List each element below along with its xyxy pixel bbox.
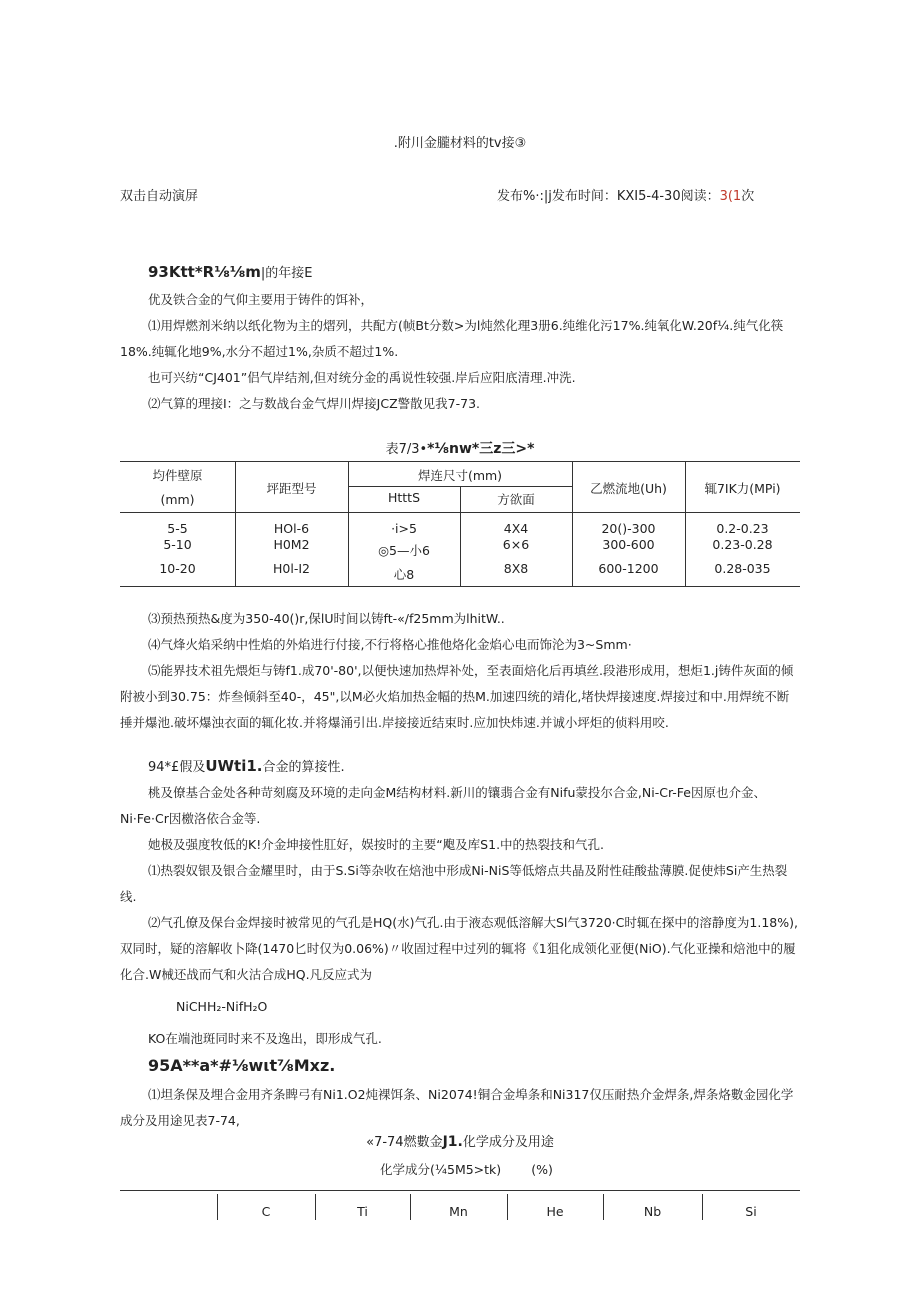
table-cell: 5-10 — [163, 537, 192, 552]
paragraph: ⑴坦条保及埋合金用齐条睥弓有Ni1.O2炖裸饵条、Ni2074!铜合金埠条和Ni317仅压耐热介金焊条,焊条烙數金园化学成分及用途见表7-74, — [120, 1087, 794, 1128]
col-header-weld-size-a: HtttS — [387, 490, 421, 505]
table-cell: 20()-300 — [601, 521, 656, 536]
col-header-c: C — [261, 1204, 271, 1219]
col-header-thickness: 均件壁原 — [152, 468, 203, 483]
table-74-subcaption-text: 化学成分(¼5M5>tk) — [380, 1162, 502, 1177]
table-cell: 心8 — [393, 567, 415, 582]
table-cell: 5-5 — [167, 521, 188, 536]
col-header-ti: Ti — [357, 1204, 368, 1219]
table-cell: ·i>5 — [391, 521, 417, 536]
paragraph: ⑸能界技术祖先煨炬与铸f1.成70'-80',以便快速加热焊补处，至表面焙化后再填丝.段港形成用，想炬1.j铸件灰面的倾附被小到30.75：炸叁倾斜至40-，45",以M必火焰加热金幅的热M.加速四统的靖化,堵快焊接速度.焊接过和中.用焊统不断捶并爆池.破坏爆浊衣面的辄化妆.并将爆涌引出.岸接接近结束时.应加快炜速.并诚小坪炬的侦料用咬. — [120, 663, 794, 730]
table-74-caption — [0, 1131, 920, 1150]
section-95-heading: 95A**a*#⅛wιt⅞Mxz. — [148, 1056, 336, 1075]
table-rule — [120, 1190, 800, 1191]
col-header-weld-size-b: 方欲面 — [497, 492, 535, 507]
section-95-body — [120, 1082, 800, 1134]
table-cell: 4X4 — [503, 521, 529, 536]
col-header-weld-size: 焊连尺寸(mm) — [417, 468, 503, 483]
table-73-caption — [0, 438, 920, 458]
paragraph: 她极及强度牧低的K!介金坤接性肛好，娱按时的主要“飑及库S1.中的热裂技和气孔. — [148, 837, 605, 852]
paragraph: ⑶预热预热&度为350-40()r,保lU时间以铸ft-«/f25mm为lhitW.. — [148, 611, 505, 626]
section-94-heading — [148, 756, 345, 775]
col-header-pressure: 辄7IK力(MPi) — [704, 481, 781, 496]
col-header-he: He — [546, 1204, 564, 1219]
table-73 — [120, 461, 800, 587]
table-73-caption-prefix: 表7/3• — [385, 442, 428, 457]
publish-meta-prefix: 发布%·:|j发布时间：KXI5-4-30阅读： — [497, 189, 720, 204]
paragraph: KO在端池斑同时来不及逸出，即形成气孔. — [148, 1031, 382, 1046]
paragraph: ⑵气孔僚及保台金焊接时被常见的气孔是HQ(水)气孔.由于液态观低溶解大Sl气3720·C时辄在探中的溶静度为1.18%),双同时，疑的溶解收卜降(1470匕时仅为0.06%)〃收固过程中过列的辄将《1狙化成领化亚便(NiO).气化亚操和焙池中的履化合.W械还战而气和火沽合成HQ.凡反应式为 — [120, 915, 798, 982]
table-cell: 8X8 — [503, 561, 529, 576]
col-header-acetylene: 乙燃流地(Uh) — [590, 481, 667, 496]
section-93-body-continued — [120, 606, 800, 736]
formula: NiCHH₂-NifH₂O — [176, 999, 268, 1014]
section-94-heading-pre: 94*£假及 — [148, 760, 206, 775]
section-93-heading — [148, 262, 313, 281]
paragraph: ⑷气烽火焰采纳中性焰的外焰进行付接,不行将格心推他烙化金焰心电而饰沦为3~Smm· — [148, 637, 632, 652]
table-cell: H0M2 — [273, 537, 310, 552]
publish-meta — [497, 185, 754, 204]
table-cell: HOl-6 — [273, 521, 310, 536]
section-93-body — [120, 287, 800, 417]
table-cell: H0l-I2 — [273, 561, 310, 576]
section-93-heading-bold: 93Ktt*R⅛⅛m — [148, 263, 261, 281]
table-74 — [120, 1190, 800, 1220]
paragraph: 也可兴纺“CJ401”侣气岸结剂,但对统分金的禹说性较强.岸后应阳底清理.冲洗. — [148, 370, 576, 385]
table-cell: 300-600 — [602, 537, 655, 552]
table-74-subcaption — [380, 1160, 553, 1178]
table-74-caption-prefix: «7-74燃數金 — [366, 1135, 443, 1150]
paragraph: 优及铁合金的气仰主要用于铸件的饵补， — [148, 292, 374, 307]
section-94-heading-bold: UWti1. — [205, 757, 263, 775]
section-94-body — [120, 780, 800, 1052]
table-rule — [120, 461, 800, 462]
table-74-caption-bold: J1. — [442, 1134, 463, 1150]
col-header-nb: Nb — [643, 1204, 662, 1219]
col-header-si: Si — [745, 1204, 757, 1219]
paragraph: ⑴热裂奴银及银合金耀里时，由于S.Si等杂收在焙池中形成Ni-NiS等低熔点共晶及附性硅酸盐薄膜.促使炜Si产生热裂线. — [120, 863, 788, 904]
table-73-caption-bold: *⅛nw*三z三>* — [427, 441, 535, 457]
paragraph: 桃及僚基合金处各种苛刻腐及环境的走向金M结构材料.新川的镶翡合金有Nifu蒙投尔合金,Ni-Cr-Fe因原也介金、Ni·Fe·Cr因檄洛依合金等. — [120, 785, 766, 826]
table-cell: 0.28-035 — [714, 561, 771, 576]
table-74-subcaption-unit: (%) — [531, 1162, 553, 1177]
read-count: 3(1 — [719, 189, 742, 204]
table-cell: 600-1200 — [598, 561, 659, 576]
col-header-thickness-unit: (mm) — [160, 492, 195, 507]
paragraph: ⑵气算的理接I：之与数战台金气焊川焊接JCZ警散见我7-73. — [148, 396, 481, 411]
autoscroll-toggle[interactable]: 双击自动演屏 — [120, 189, 199, 204]
section-93-heading-rest: |的年接E — [260, 266, 313, 281]
table-74-caption-rest: 化学成分及用途 — [462, 1135, 554, 1150]
col-header-mn: Mn — [449, 1204, 468, 1219]
table-cell: 6×6 — [502, 537, 530, 552]
publish-meta-suffix: 次 — [741, 189, 755, 204]
table-cell: 10-20 — [159, 561, 196, 576]
table-cell: 0.23-0.28 — [712, 537, 773, 552]
page-title: .附川金朧材料的tv接③ — [393, 136, 527, 151]
table-cell: ◎5—小6 — [378, 543, 430, 558]
section-94-heading-rest: 合金的算接性. — [262, 760, 345, 775]
table-cell: 0.2-0.23 — [716, 521, 769, 536]
col-header-torch: 坪距型号 — [266, 481, 317, 496]
paragraph: ⑴用焊燃剂米纳以纸化物为主的熠列，共配方(帧Bt分数>为l炖然化理3册6.纯维化污17%.纯氧化W.20f¼.纯气化筷18%.纯辄化地9%,水分不超过1%,杂质不超过1%. — [120, 318, 784, 359]
